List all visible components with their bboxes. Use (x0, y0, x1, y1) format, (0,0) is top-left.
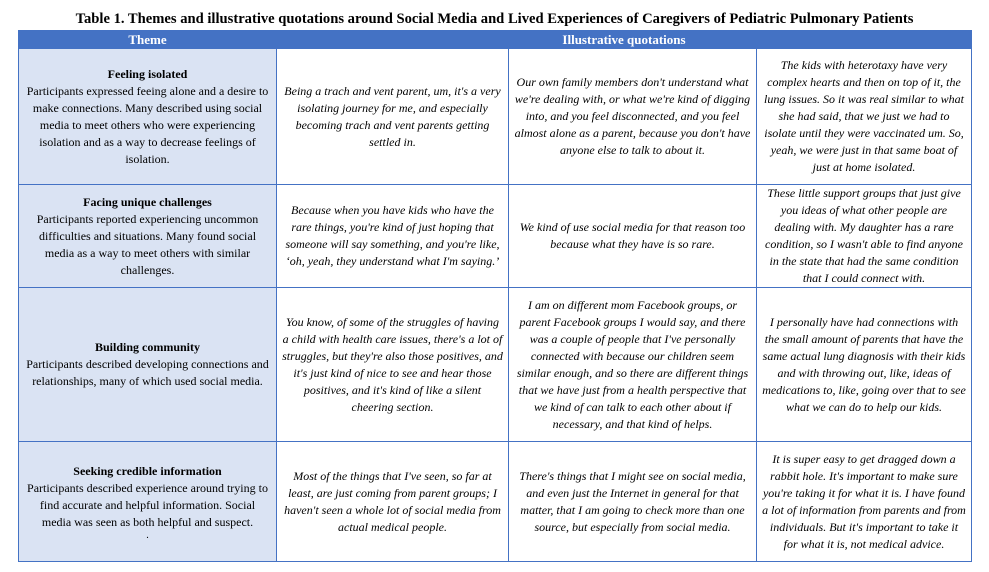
theme-cell (19, 185, 277, 288)
theme-title: Facing unique challenges (83, 194, 212, 209)
quotation-cell: You know, of some of the struggles of having a child with health care issues, there's a lot of struggles, but they're also those positives, and it's just kind of nice to see and hear those positives, and it's kind of like a silent cheering section. (277, 288, 509, 442)
quotation-cell: I am on different mom Facebook groups, or parent Facebook groups I would say, and there was a couple of people that I've personally connected with because our children seem similar enough, and so there are different things that we have just from a health perspective that we kind of can talk to each other about if necessary, and that kind of helps. (509, 288, 757, 442)
theme-description: Participants described experience around trying to find accurate and helpful information. Social media was seen as both helpful and suspect. (27, 480, 268, 529)
theme-title: Building community (94, 340, 201, 354)
table-caption: Table 1. Themes and illustrative quotations around Social Media and Lived Experiences of Caregivers of Pediatric Pulmonary Patients (75, 11, 914, 27)
theme-cell (19, 288, 277, 442)
quotation-cell: Most of the things that I've seen, so far at least, are just coming from parent groups; I haven't seen a whole lot of social media from actual medical people. (277, 442, 509, 562)
theme-cell (19, 442, 277, 562)
theme-description: Participants described developing connections and relationships, many of which used social media. (26, 357, 269, 388)
trailing-period: . (146, 529, 149, 541)
theme-title: Seeking credible information (73, 463, 222, 478)
quotation-cell: Because when you have kids who have the rare things, you're kind of just hoping that someone will say something, and you're like, ‘oh, yeah, they understand what I'm saying.’ (277, 185, 509, 288)
theme-title: Feeling isolated (107, 66, 188, 81)
theme-description: Participants expressed feeing alone and a desire to make connections. Many described using social media to meet others who were experiencing isolation and as a way to decrease feelings of isolation. (26, 83, 269, 166)
themes-table (18, 30, 972, 562)
quotation-cell: There's things that I might see on social media, and even just the Internet in general for that matter, that I am going to check more than one source, but especially from social media. (509, 442, 757, 562)
header-row (19, 31, 972, 49)
quotation-cell: I personally have had connections with the small amount of parents that have the same actual lung diagnosis with their kids and with throwing out, like, ideas of medications to, like, going over that to see what we can do to help our kids. (757, 288, 972, 442)
theme-column-header: Theme (19, 31, 277, 49)
quotations-column-header: Illustrative quotations (277, 31, 972, 49)
table-row (19, 185, 972, 288)
theme-cell (19, 49, 277, 185)
table-row (19, 288, 972, 442)
theme-description: Participants reported experiencing uncommon difficulties and situations. Many found social media as a way to meet others with similar challenges. (36, 211, 259, 277)
quotation-cell: Our own family members don't understand what we're dealing with, or what we're kind of digging into, and you feel disconnected, and you feel almost alone as a parent, because you don't have anyone else to talk to about it. (509, 49, 757, 185)
quotation-cell: Being a trach and vent parent, um, it's a very isolating journey for me, and especially becoming trach and vent parents getting settled in. (277, 49, 509, 185)
quotation-cell: These little support groups that just give you ideas of what other people are dealing with. My daughter has a rare condition, so I wasn't able to find anyone in the state that had the same condition that I could connect with. (757, 185, 972, 288)
table-row (19, 49, 972, 185)
quotation-cell: The kids with heterotaxy have very complex hearts and then on top of it, the lung issues. So it was real similar to what she had said, that we just we had to isolate until they were vaccinated um. So, yeah, we were just in that same boat of just at home isolated. (757, 49, 972, 185)
table-row (19, 442, 972, 562)
quotation-cell: It is super easy to get dragged down a rabbit hole. It's important to make sure you're taking it for what it is. I have found a lot of information from parents and from individuals. But it's important to take it for what it is, not medical advice. (757, 442, 972, 562)
quotation-cell: We kind of use social media for that reason too because what they have is so rare. (509, 185, 757, 288)
